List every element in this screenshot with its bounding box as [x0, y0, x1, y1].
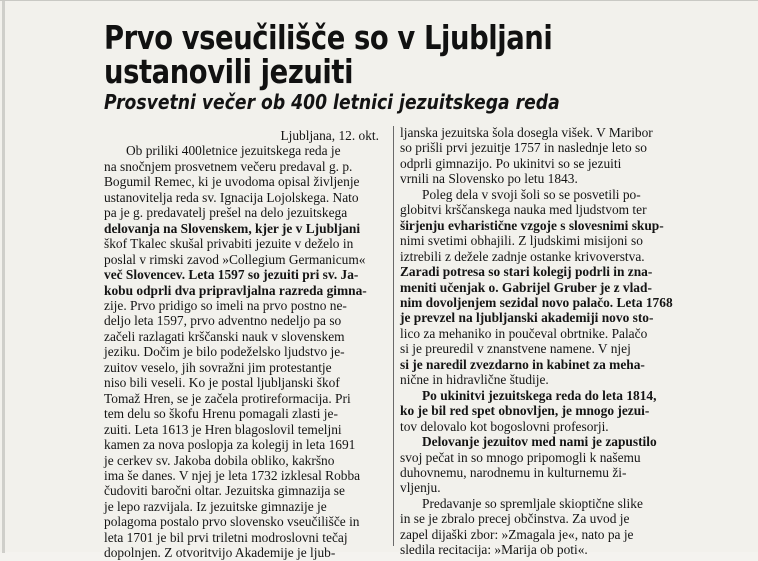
text-line: odprli gimnazijo. Po ukinitvi so se jezuiti — [400, 155, 622, 171]
text-line: jeziku. Dočim je bilo podeželsko ljudstvo je- — [104, 344, 345, 360]
text-line: ima še danes. V njej je leta 1732 izklesal Robba — [104, 467, 361, 483]
text-line: niso bili veseli. Ko je postal ljubljanski škof — [104, 375, 340, 391]
text-line: je lepo razvijala. Iz jezuitske gimnazije je — [104, 498, 327, 514]
text-line: globitvi krščanskega nauka med ljudstvom ter — [400, 202, 647, 218]
text-line: duhovnemu, narodnemu in kulturnemu ži- — [400, 464, 627, 480]
text-line: ljanska jezuitska šola dosegla višek. V Maribor — [400, 125, 653, 140]
text-line: svoj pečat in so mnogo pripomogli k našemu — [400, 449, 641, 465]
text-line: Po ukinitvi jezuitskega reda do leta 1814, — [422, 387, 657, 403]
text-line: poslal v rimski zavod »Collegium Germanicum« — [104, 251, 366, 267]
text-line: kobu odprli dva pripravljalna razreda gimna- — [104, 282, 367, 298]
text-line: zuiti. Leta 1613 je Hren blagoslovil temeljni — [104, 421, 342, 437]
text-line: nimi svetimi obhajili. Z ljudskimi misijoni so — [400, 233, 643, 249]
text-line: tov delovalo kot bogoslovni profesorji. — [400, 418, 609, 434]
text-line: ko je bil red spet obnovljen, je mnogo jezui- — [400, 403, 650, 419]
text-line: delovanja na Slovenskem, kjer je v Ljubljani — [104, 220, 361, 236]
text-line: čudoviti baročni oltar. Jezuitska gimnazija se — [104, 483, 345, 499]
text-line: lico za mehaniko in poučeval obrtnike. Palačo — [400, 325, 648, 341]
text-line: ustanovitelja reda sv. Ignacija Lojolskega. Nato — [104, 189, 359, 205]
text-line: so prišli prvi jezuitje 1757 in naslednje leto so — [400, 140, 647, 156]
text-line: Ljubljana, 12. okt. — [280, 128, 379, 143]
text-line: Ob priliki 400letnice jezuitskega reda je — [126, 143, 341, 159]
text-line: vrnili na Slovensko po letu 1843. — [400, 171, 578, 187]
text-line: si je naredil zvezdarno in kabinet za meha- — [400, 356, 645, 372]
text-line: škof Tkalec skušal privabiti jezuite v deželo in — [104, 236, 354, 252]
text-line: vljenju. — [400, 480, 441, 496]
text-line: leta 1701 je bil prvi triletni modroslovni tečaj — [104, 529, 348, 545]
text-line: meniti učenjak o. Gabrijel Gruber je z vlad- — [400, 279, 652, 295]
text-line: Tomaž Hren, se je začela protireformacija. Pri — [104, 390, 351, 406]
text-line: Poleg dela v svoji šoli so se posvetili po- — [422, 186, 641, 202]
text-line: je prevzel na ljubljanski akademiji novo sto- — [400, 310, 654, 326]
text-line: si je preuredil v znanstvene namene. V njej — [400, 341, 631, 357]
text-line: in se je zbralo precej občinstva. Za uvod je — [400, 511, 630, 527]
article-header — [104, 18, 664, 114]
text-line: zuitov veselo, jih sovražni jim protestantje — [104, 359, 332, 375]
text-line: Predavanje so spremljale skioptične slike — [422, 495, 643, 511]
headline-line-1: Prvo vseučilišče so v Ljubljani — [104, 18, 553, 57]
text-line: na snočnjem prosvetnem večeru predaval g. p. — [104, 158, 353, 174]
article-column-left — [104, 128, 387, 561]
text-line: pa je g. predavatelj prešel na delo jezuitskega — [104, 205, 348, 221]
text-line: več Slovencev. Leta 1597 so jezuiti pri sv. Ja- — [104, 267, 359, 283]
column-divider — [393, 126, 394, 546]
text-line: polagoma postalo prvo slovensko vseučilišče in — [104, 514, 360, 530]
page-edge — [2, 1, 5, 553]
text-line: začeli razlagati krščanski nauk v slovenskem — [104, 328, 345, 344]
text-line: tem delu so škofu Hrenu pomagali zlasti je- — [104, 406, 338, 422]
text-line: širjenju evharistične vzgoje s slovesnimi skup- — [400, 217, 664, 233]
text-line: deljo leta 1597, prvo adventno nedeljo pa so — [104, 313, 342, 329]
subheadline: Prosvetni večer ob 400 letnici jezuitskega reda — [104, 90, 560, 114]
headline-line-2: ustanovili jezuiti — [104, 52, 354, 91]
text-line: zije. Prvo pridigo so imeli na prvo postno ne- — [104, 297, 347, 313]
article-column-right — [400, 125, 746, 558]
text-line: Delovanje jezuitov med nami je zapustilo — [422, 434, 657, 450]
text-line: Zaradi potresa so stari kolegij podrli in zna- — [400, 264, 653, 280]
text-line: nim dovoljenjem sezidal novo palačo. Leta 1768 — [400, 294, 673, 310]
text-line: zapel dijaški zbor: »Zmagala je«, nato pa je — [400, 526, 634, 542]
text-line: sledila recitacija: »Marija ob poti«. — [400, 542, 588, 558]
text-line: nične in hidravlične študije. — [400, 372, 549, 388]
text-line: kamen za nova poslopja za kolegij in leta 1691 — [104, 437, 356, 453]
text-line: Bogumil Remec, ki je uvodoma opisal življenje — [104, 174, 360, 190]
text-line: iztrebili z dežele zadnje ostanke krivoverstva. — [400, 248, 645, 264]
text-line: je cerkev sv. Jakoba dobila obliko, kakršno — [104, 452, 335, 468]
text-line: dopolnjen. Z otvoritvijo Akademije je ljub- — [104, 545, 336, 561]
